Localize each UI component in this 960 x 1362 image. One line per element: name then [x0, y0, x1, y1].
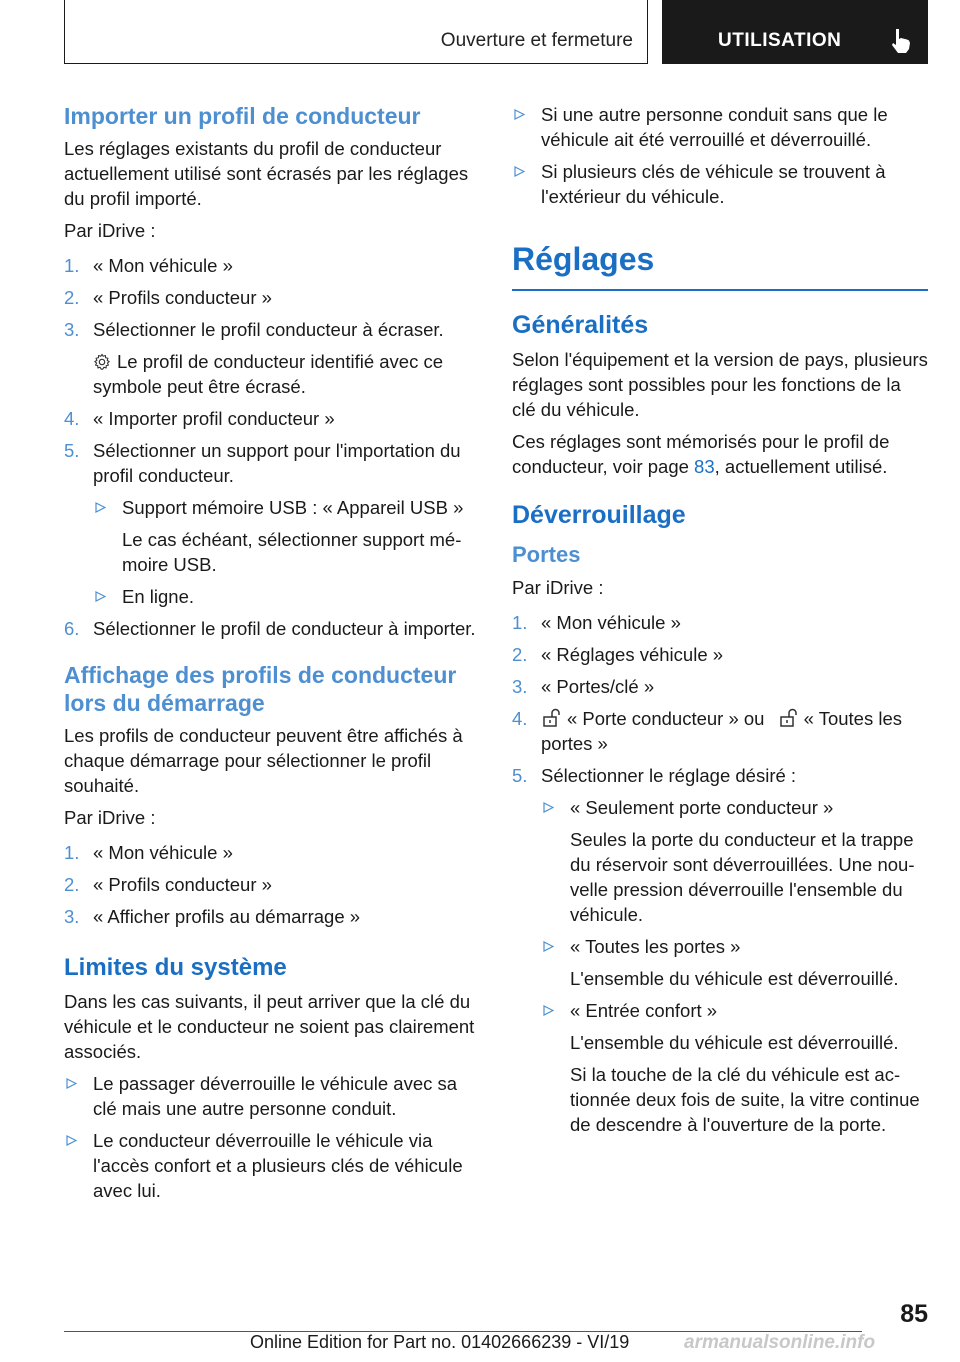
pointing-hand-icon — [888, 27, 914, 55]
doors-via: Par iDrive : — [512, 577, 604, 598]
triangle-bullet-icon — [95, 591, 106, 602]
step-note: Le profil de conducteur identifié avec ce symbole peut être écrasé. — [93, 351, 444, 397]
list-item: Support mémoire USB : « Appareil USB » Le cas échéant, sélectionner support mémoire USB. — [93, 495, 482, 577]
triangle-bullet-icon — [514, 109, 525, 120]
system-limits-list — [64, 1071, 482, 1203]
chapter-tab — [662, 0, 928, 64]
list-item: 2. « Profils conducteur » — [64, 287, 272, 308]
import-profile-via: Par iDrive : — [64, 220, 156, 241]
list-item: Si une autre personne conduit sans que le véhicule ait été verrouillé et déverrouillé. — [512, 102, 928, 152]
running-header — [64, 0, 648, 64]
list-item: 3. « Afficher profils au démarrage » — [64, 906, 361, 927]
chapter-title: UTILISATION — [718, 30, 842, 51]
left-column — [64, 102, 482, 1210]
display-steps — [64, 840, 482, 929]
triangle-bullet-icon — [66, 1135, 77, 1146]
heading-divider — [512, 289, 928, 291]
list-item: « Toutes les portes » L'ensemble du véhicule est déverrouillé. — [541, 934, 928, 991]
page-link[interactable]: 83 — [694, 456, 715, 477]
list-item: Si plusieurs clés de véhicule se trouvent à l'extérieur du véhicule. — [512, 159, 928, 209]
list-item: 1. « Mon véhicule » — [64, 255, 233, 276]
list-item: 5. Sélectionner un support pour l'importation du profil conducteur. Support mémoire USB : « Appareil USB » Le cas échéant, sélectionner support mémoire USB. En ligne. — [64, 438, 482, 609]
page-number: 85 — [900, 1300, 928, 1328]
watermark: armanualsonline.info — [684, 1332, 876, 1353]
list-item: « Seulement porte conducteur » Seules la porte du conducteur et la trappe du réservoir sont déverrouillées. Une nouvelle pression déverrouille l'ensemble du véhicule. — [541, 795, 928, 927]
list-item: 4. « Porte conducteur » ou « Toutes les portes » — [512, 708, 902, 754]
bullet-list — [93, 495, 482, 609]
system-limits-list-continued — [512, 102, 928, 209]
gear-icon — [93, 353, 111, 371]
triangle-bullet-icon — [543, 1005, 554, 1016]
display-profiles-heading: Affichage des profils de conducteur lors du démarrage — [64, 662, 457, 716]
triangle-bullet-icon — [95, 502, 106, 513]
list-item: 1. « Mon véhicule » — [64, 842, 233, 863]
unlock-steps — [512, 610, 928, 1137]
list-item: 2. « Réglages véhicule » — [512, 644, 724, 665]
general-paragraph: Selon l'équipement et la version de pays, plusieurs réglages sont possibles pour les fonctions de la clé du véhicule. — [512, 349, 928, 420]
list-item: En ligne. — [93, 584, 482, 609]
general-heading: Généralités — [512, 311, 649, 339]
triangle-bullet-icon — [514, 166, 525, 177]
triangle-bullet-icon — [543, 941, 554, 952]
unlocked-padlock-icon — [778, 708, 798, 728]
list-item: 3. Sélectionner le profil conducteur à écraser. Le profil de conducteur identifié avec ce symbole peut être écrasé. — [64, 317, 482, 399]
import-profile-intro: Les réglages existants du profil de conducteur actuellement utilisé sont écrasés par les réglages du profil importé. — [64, 138, 469, 209]
display-profiles-intro: Les profils de conducteur peuvent être affichés à chaque démarrage pour sélectionner le profil souhaité. — [64, 725, 463, 796]
triangle-bullet-icon — [543, 802, 554, 813]
import-profile-heading: Importer un profil de conducteur — [64, 103, 421, 129]
right-column — [512, 102, 928, 1144]
list-item: 1. « Mon véhicule » — [512, 612, 681, 633]
unlock-heading: Déverrouillage — [512, 501, 686, 529]
doors-heading: Portes — [512, 542, 581, 567]
list-item: 3. « Portes/clé » — [512, 676, 655, 697]
triangle-bullet-icon — [66, 1078, 77, 1089]
list-item: « Entrée confort » L'ensemble du véhicule est déverrouillé. Si la touche de la clé du véhicule est actionnée deux fois de suite, la vitre continue de descendre à l'ouverture de la porte. — [541, 998, 928, 1137]
system-limits-heading: Limites du système — [64, 954, 287, 981]
import-steps — [64, 253, 482, 641]
list-item: Le passager déverrouille le véhicule avec sa clé mais une autre personne conduit. — [64, 1071, 482, 1121]
list-item: 2. « Profils conducteur » — [64, 874, 272, 895]
list-item: Le conducteur déverrouille le véhicule via l'accès confort et a plusieurs clés de véhicule avec lui. — [64, 1128, 482, 1203]
system-limits-intro: Dans les cas suivants, il peut arriver que la clé du véhicule et le conducteur ne soient pas clairement associés. — [64, 991, 475, 1062]
list-item: 4. « Importer profil conducteur » — [64, 408, 335, 429]
list-item: 5. Sélectionner le réglage désiré : « Seulement porte conducteur » Seules la porte du conducteur et la trappe du réservoir sont déverrouillées. Une nouvelle pression déverrouille l'ensemble du véhicule. « Toutes les portes » L'ensemble du véhicule est déverrouillé. « Entrée confort » L'ensemble du véhicule est déverrouillé. Si la touche de la clé du véhicule est actionnée deux fois de suite, la vitre continue de descendre à l'ouverture de la porte. — [512, 763, 928, 1137]
unlocked-padlock-icon — [541, 708, 561, 728]
section-title: Ouverture et fermeture — [440, 30, 633, 51]
edition-note: Online Edition for Part no. 01402666239 - VI/19 — [250, 1332, 630, 1352]
display-profiles-via: Par iDrive : — [64, 807, 156, 828]
settings-heading: Réglages — [512, 241, 655, 277]
unlock-options — [541, 795, 928, 1137]
general-paragraph-2: Ces réglages sont mémorisés pour le profil de conducteur, voir page 83, actuellement utilisé. — [512, 431, 890, 477]
list-item: 6. Sélectionner le profil de conducteur à importer. — [64, 618, 476, 639]
